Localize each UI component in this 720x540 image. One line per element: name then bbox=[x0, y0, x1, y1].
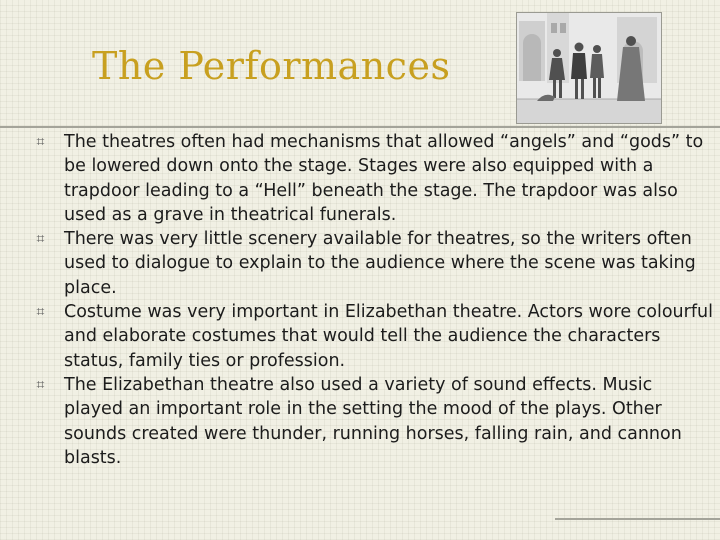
top-divider bbox=[0, 126, 720, 128]
bottom-divider bbox=[555, 518, 720, 520]
theatre-illustration bbox=[516, 12, 662, 124]
list-item bbox=[33, 227, 715, 300]
list-item bbox=[33, 373, 715, 470]
square-hash-bullet-icon: ⌗ bbox=[36, 304, 45, 321]
square-hash-bullet-icon: ⌗ bbox=[36, 376, 45, 393]
list-item bbox=[33, 130, 715, 227]
list-item bbox=[33, 300, 715, 373]
bullet-list bbox=[33, 130, 715, 470]
bullet-text: The theatres often had mechanisms that allowed “angels” and “gods” to be lowered down onto the stage. Stages were also equipped with a trapdoor leading to a “Hell” beneath the stage. The trapdoor was also used as a grave in theatrical funerals. bbox=[64, 132, 704, 225]
slide-title: The Performances bbox=[92, 44, 451, 88]
square-hash-bullet-icon: ⌗ bbox=[36, 134, 45, 150]
square-hash-bullet-icon: ⌗ bbox=[36, 231, 45, 248]
bullet-text: There was very little scenery available for theatres, so the writers often used to dialogue to explain to the audience where the scene was taking place. bbox=[64, 229, 696, 298]
bullet-text: Costume was very important in Elizabethan theatre. Actors wore colourful and elaborate costumes that would tell the audience the characters status, family ties or profession. bbox=[64, 302, 713, 371]
bullet-text: The Elizabethan theatre also used a variety of sound effects. Music played an important role in the setting the mood of the plays. Other sounds created were thunder, running horses, falling rain, and cannon blasts. bbox=[64, 374, 682, 468]
